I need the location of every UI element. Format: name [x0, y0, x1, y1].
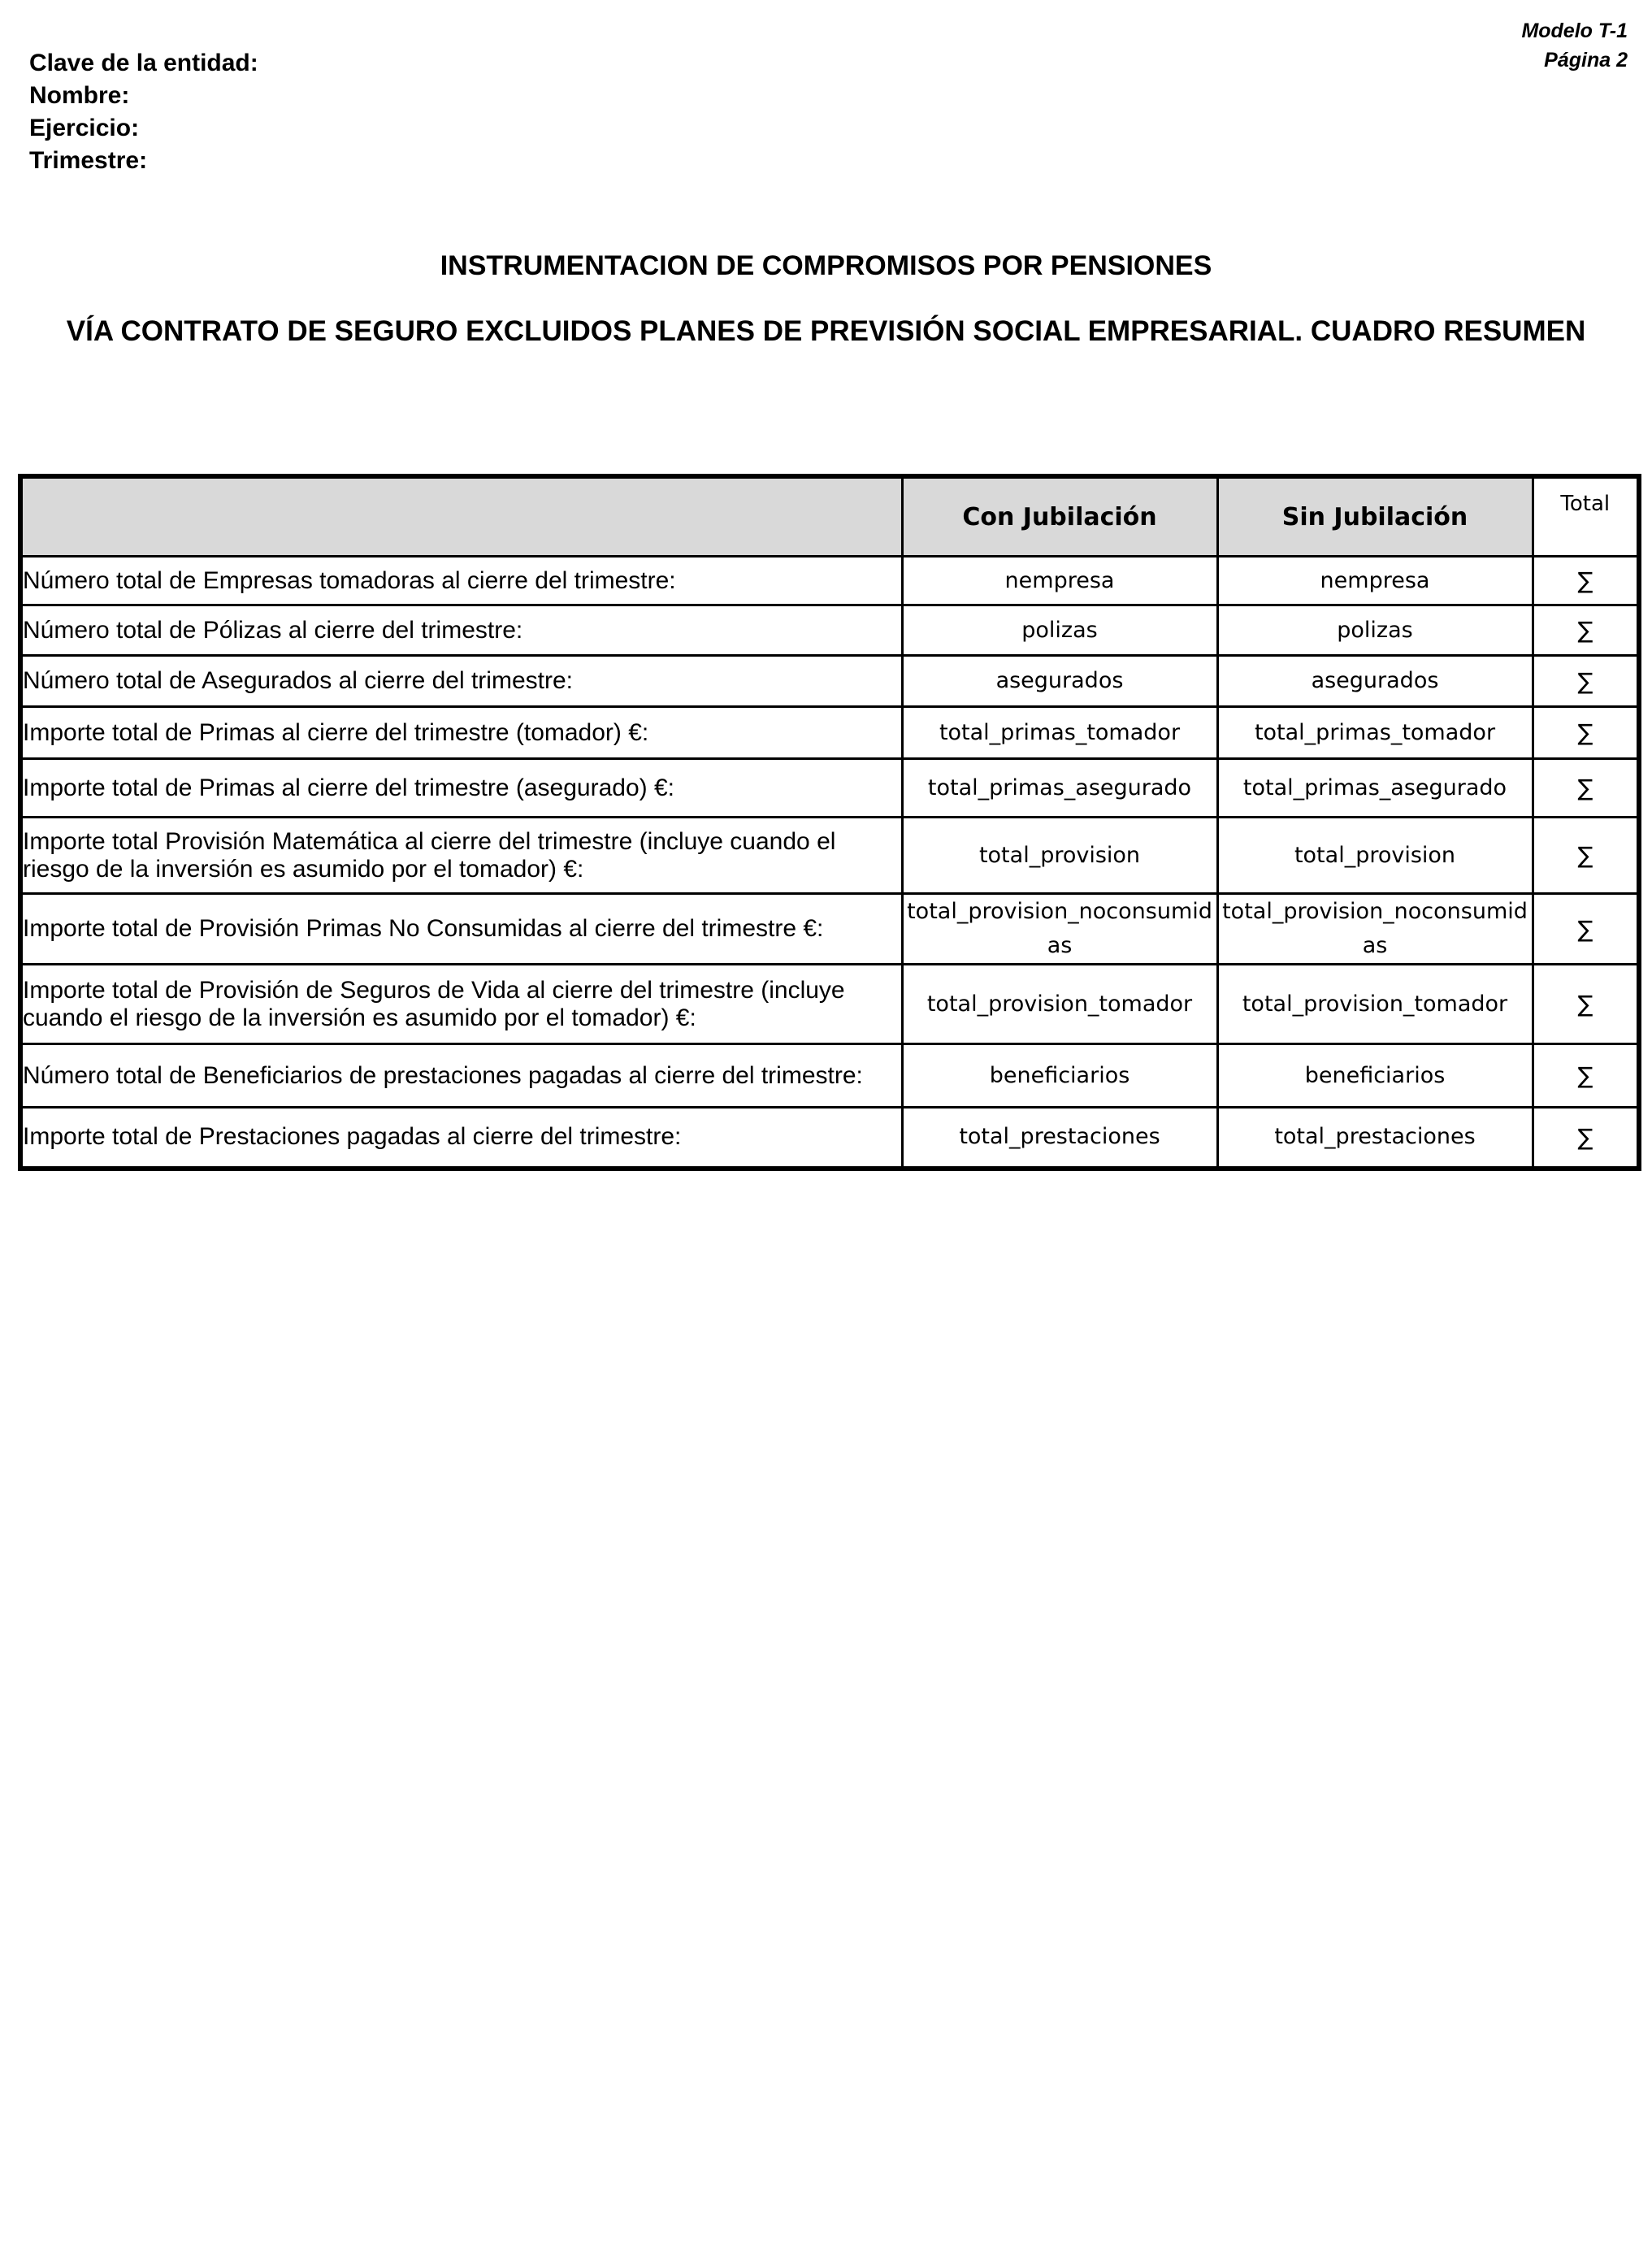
header-con-jubilacion: Con Jubilación: [902, 476, 1217, 557]
sum-symbol: ∑: [1533, 656, 1639, 707]
con-jubilacion-value: total_primas_tomador: [902, 707, 1217, 759]
sin-jubilacion-value: total_provision_noconsumidas: [1217, 894, 1533, 965]
con-jubilacion-value: total_provision_tomador: [902, 965, 1217, 1044]
table-row: [20, 656, 1639, 707]
header-sin-jubilacion: Sin Jubilación: [1217, 476, 1533, 557]
con-jubilacion-value: asegurados: [902, 656, 1217, 707]
name-label: Nombre:: [29, 82, 130, 109]
sum-symbol: ∑: [1533, 1044, 1639, 1108]
summary-table: [18, 474, 1641, 1171]
con-jubilacion-value: beneficiarios: [902, 1044, 1217, 1108]
fiscal-year-label: Ejercicio:: [29, 115, 140, 141]
sum-symbol: ∑: [1533, 818, 1639, 894]
table-row: [20, 818, 1639, 894]
sum-symbol: ∑: [1533, 605, 1639, 656]
entity-key-label: Clave de la entidad:: [29, 50, 258, 76]
row-label: Importe total de Prestaciones pagadas al cierre del trimestre:: [20, 1108, 902, 1169]
table-row: [20, 965, 1639, 1044]
table-row: [20, 605, 1639, 656]
con-jubilacion-value: polizas: [902, 605, 1217, 656]
row-label: Importe total de Provisión de Seguros de Vida al cierre del trimestre (incluye cuando el riesgo de la inversión es asumido por el tomador) €:: [20, 965, 902, 1044]
con-jubilacion-value: total_prestaciones: [902, 1108, 1217, 1169]
table-row: [20, 759, 1639, 818]
sum-symbol: ∑: [1533, 707, 1639, 759]
row-label: Importe total de Primas al cierre del trimestre (asegurado) €:: [20, 759, 902, 818]
sum-symbol: ∑: [1533, 894, 1639, 965]
sin-jubilacion-value: asegurados: [1217, 656, 1533, 707]
table-row: [20, 1108, 1639, 1169]
model-code: Modelo T-1: [1521, 20, 1628, 42]
row-label: Importe total Provisión Matemática al cierre del trimestre (incluye cuando el riesgo de la inversión es asumido por el tomador) €:: [20, 818, 902, 894]
row-label: Importe total de Primas al cierre del trimestre (tomador) €:: [20, 707, 902, 759]
row-label: Número total de Beneficiarios de prestaciones pagadas al cierre del trimestre:: [20, 1044, 902, 1108]
sum-symbol: ∑: [1533, 965, 1639, 1044]
document-meta: [1521, 16, 1628, 76]
table-row: [20, 894, 1639, 965]
header-empty: [20, 476, 902, 557]
sin-jubilacion-value: total_prestaciones: [1217, 1108, 1533, 1169]
header-total: Total: [1533, 476, 1639, 557]
quarter-label: Trimestre:: [29, 147, 148, 174]
sum-symbol: ∑: [1533, 557, 1639, 605]
sum-symbol: ∑: [1533, 1108, 1639, 1169]
sin-jubilacion-value: polizas: [1217, 605, 1533, 656]
con-jubilacion-value: total_primas_asegurado: [902, 759, 1217, 818]
document-subtitle: VÍA CONTRATO DE SEGURO EXCLUIDOS PLANES DE PREVISIÓN SOCIAL EMPRESARIAL. CUADRO RESUMEN: [66, 315, 1586, 347]
table-header-row: [20, 476, 1639, 557]
sin-jubilacion-value: total_provision: [1217, 818, 1533, 894]
sin-jubilacion-value: total_primas_asegurado: [1217, 759, 1533, 818]
con-jubilacion-value: total_provision: [902, 818, 1217, 894]
page-number: Página 2: [1544, 49, 1628, 72]
sum-symbol: ∑: [1533, 759, 1639, 818]
entity-header: [29, 47, 258, 177]
row-label: Número total de Pólizas al cierre del trimestre:: [20, 605, 902, 656]
document-title: INSTRUMENTACION DE COMPROMISOS POR PENSIONES: [440, 250, 1212, 281]
sin-jubilacion-value: total_primas_tomador: [1217, 707, 1533, 759]
row-label: Número total de Asegurados al cierre del trimestre:: [20, 656, 902, 707]
table-row: [20, 1044, 1639, 1108]
row-label: Importe total de Provisión Primas No Consumidas al cierre del trimestre €:: [20, 894, 902, 965]
con-jubilacion-value: total_provision_noconsumidas: [902, 894, 1217, 965]
table-row: [20, 707, 1639, 759]
sin-jubilacion-value: nempresa: [1217, 557, 1533, 605]
sin-jubilacion-value: total_provision_tomador: [1217, 965, 1533, 1044]
con-jubilacion-value: nempresa: [902, 557, 1217, 605]
table-row: [20, 557, 1639, 605]
sin-jubilacion-value: beneficiarios: [1217, 1044, 1533, 1108]
row-label: Número total de Empresas tomadoras al cierre del trimestre:: [20, 557, 902, 605]
